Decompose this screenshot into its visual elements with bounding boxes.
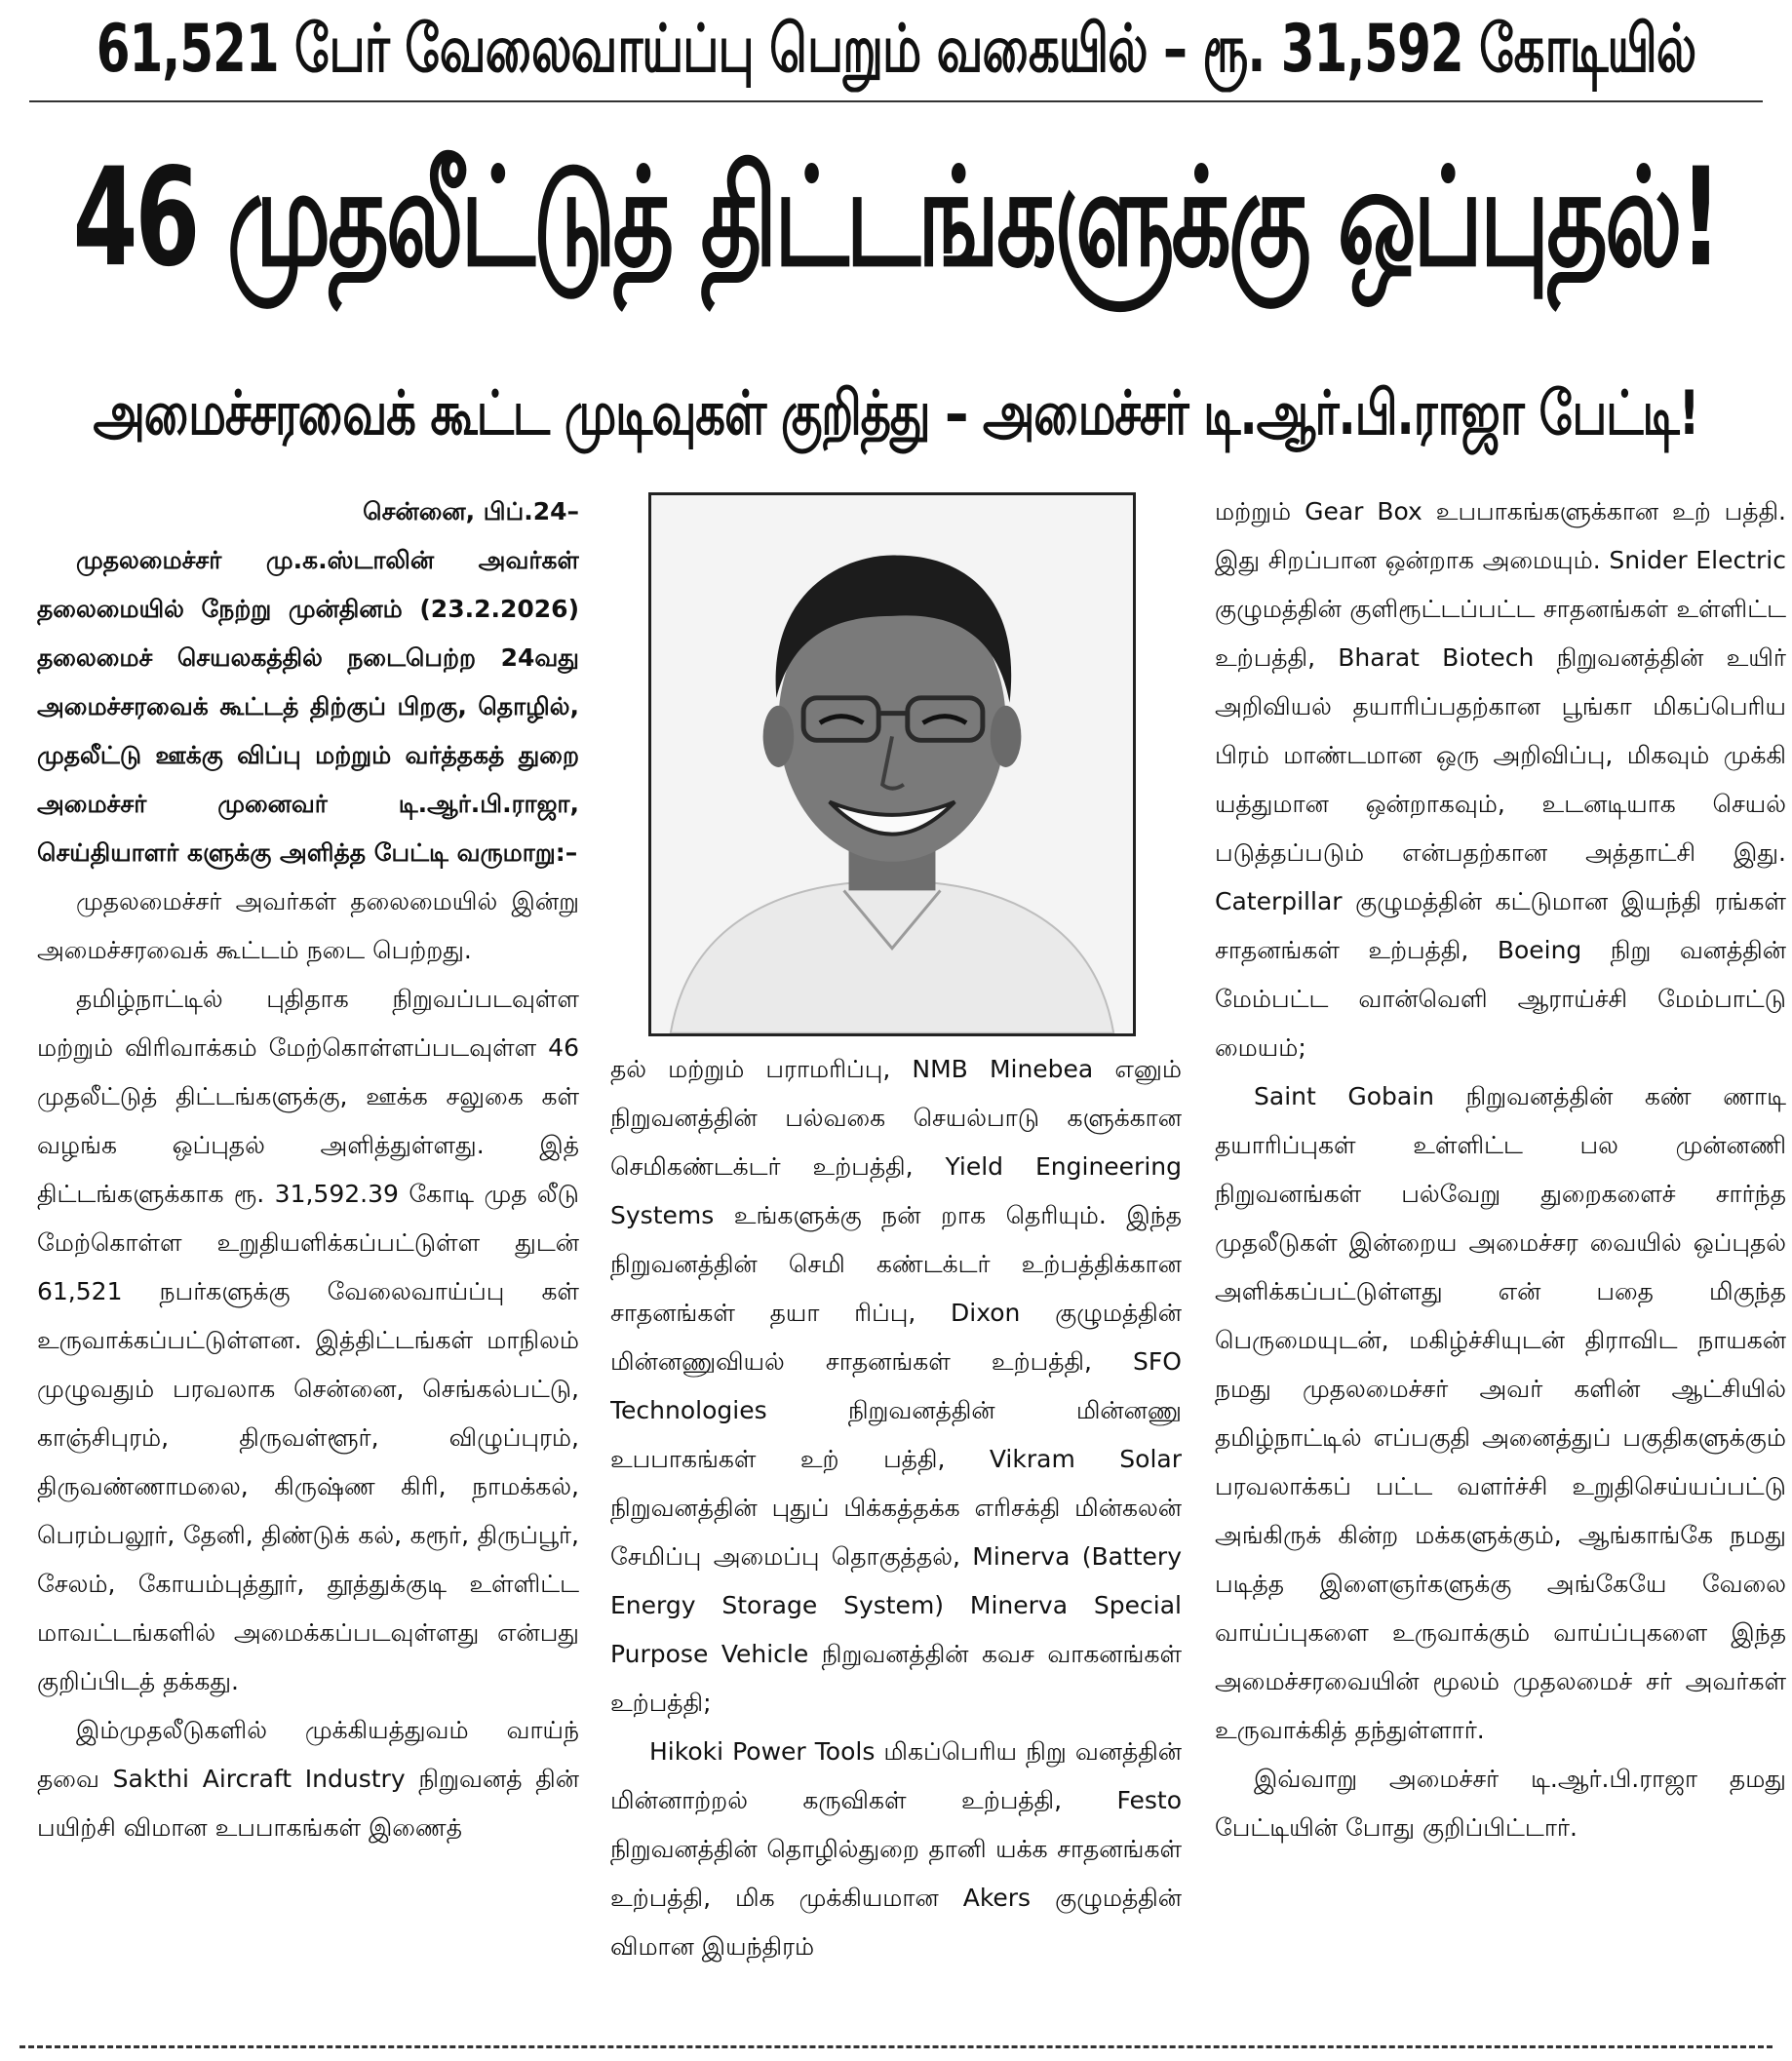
body-paragraph: இவ்வாறு அமைச்சர் டி.ஆர்.பி.ராஜா தமது பேட்டியின் போது குறிப்பிட்டார். (1215, 1765, 1786, 1842)
body-paragraph: தமிழ்நாட்டில் புதிதாக நிறுவப்படவுள்ள மற்றும் விரிவாக்கம் மேற்கொள்ளப்படவுள்ள 46 முதலீட்டுத் திட்டங்களுக்கு, ஊக்க சலுகை கள் வழங்க ஒப்புதல் அளித்துள்ளது. இத் திட்டங்களுக்காக ரூ. 31,592.39 கோடி முத லீடு மேற்கொள்ள உறுதியளிக்கப்பட்டுள்ள துடன் 61,521 நபர்களுக்கு வேலைவாய்ப்பு கள் உருவாக்கப்பட்டுள்ளன. இத்திட்டங்கள் மாநிலம் முழுவதும் பரவலாக சென்னை, செங்கல்பட்டு, காஞ்சிபுரம், திருவள்ளூர், விழுப்புரம், திருவண்ணாமலை, கிருஷ்ண கிரி, நாமக்கல், பெரம்பலூர், தேனி, திண்டுக் கல், கரூர், திருப்பூர், சேலம், கோயம்புத்தூர், தூத்துக்குடி உள்ளிட்ட மாவட்டங்களில் அமைக்கப்படவுள்ளது என்பது குறிப்பிடத் தக்கது. (37, 985, 579, 1695)
column-middle (610, 1045, 1182, 2028)
body-paragraph: Hikoki Power Tools மிகப்பெரிய நிறு வனத்தின் மின்னாற்றல் கருவிகள் உற்பத்தி, Festo நிறுவனத்தின் தொழில்துறை தானி யக்க சாதனங்கள் உற்பத்தி, மிக முக்கியமான Akers குழுமத்தின் விமான இயந்திரம் (610, 1737, 1182, 1961)
portrait-illustration (651, 495, 1133, 1033)
column-right (1215, 487, 1786, 2028)
body-paragraph: முதலமைச்சர் அவர்கள் தலைமையில் இன்று அமைச்சரவைக் கூட்டம் நடை பெற்றது. (37, 887, 579, 964)
body-paragraph: இம்முதலீடுகளில் முக்கியத்துவம் வாய்ந் தவை Sakthi Aircraft Industry நிறுவனத் தின் பயிற்சி விமான உபபாகங்கள் இணைத் (37, 1716, 579, 1842)
body-paragraph: Saint Gobain நிறுவனத்தின் கண் ணாடி தயாரிப்புகள் உள்ளிட்ட பல முன்னணி நிறுவனங்கள் பல்வேறு துறைகளைச் சார்ந்த முதலீடுகள் இன்றைய அமைச்சர வையில் ஒப்புதல் அளிக்கப்பட்டுள்ளது என் பதை மிகுந்த பெருமையுடன், மகிழ்ச்சியுடன் திராவிட நாயகன் நமது முதலமைச்சர் அவர் களின் ஆட்சியில் தமிழ்நாட்டில் எப்பகுதி அனைத்துப் பகுதிகளுக்கும் பரவலாக்கப் பட்ட வளர்ச்சி உறுதிசெய்யப்பட்டு அங்கிருக் கின்ற மக்களுக்கும், ஆங்காங்கே நமது படித்த இளைஞர்களுக்கு அங்கேயே வேலை வாய்ப்புகளை உருவாக்கும் வாய்ப்புகளை இந்த அமைச்சரவையின் மூலம் முதலமைச் சர் அவர்கள் உருவாக்கித் தந்துள்ளார். (1215, 1082, 1786, 1744)
bottom-dashed-rule (19, 2045, 1773, 2048)
intro-paragraph: முதலமைச்சர் மு.க.ஸ்டாலின் அவர்கள் தலைமையில் நேற்று முன்தினம் (23.2.2026) தலைமைச் செயலகத்தில் நடைபெற்ற 24வது அமைச்சரவைக் கூட்டத் திற்குப் பிறகு, தொழில், முதலீட்டு ஊக்கு விப்பு மற்றும் வர்த்தகத் துறை அமைச்சர் முனைவர் டி.ஆர்.பி.ராஜா, செய்தியாளர் களுக்கு அளித்த பேட்டி வருமாறு:– (37, 546, 579, 867)
article-headline: 46 முதலீட்டுத் திட்டங்களுக்கு ஒப்புதல்! (72, 137, 1720, 296)
article-subhead: அமைச்சரவைக் கூட்ட முடிவுகள் குறித்து – அமைச்சர் டி.ஆர்.பி.ராஜா பேட்டி! (93, 377, 1699, 449)
minister-photo (648, 492, 1136, 1036)
article-kicker: 61,521 பேர் வேலைவாய்ப்பு பெறும் வகையில் – ரூ. 31,592 கோடியில் (96, 10, 1696, 87)
body-paragraph: மற்றும் Gear Box உபபாகங்களுக்கான உற் பத்தி. இது சிறப்பான ஒன்றாக அமையும். Snider Electric குழுமத்தின் குளிரூட்டப்பட்ட சாதனங்கள் உள்ளிட்ட உற்பத்தி, Bharat Biotech நிறுவனத்தின் உயிர் அறிவியல் தயாரிப்பதற்கான பூங்கா மிகப்பெரிய பிரம் மாண்டமான ஒரு அறிவிப்பு, மிகவும் முக்கி யத்துமான ஒன்றாகவும், உடனடியாக செயல் படுத்தப்படும் என்பதற்கான அத்தாட்சி இது. Caterpillar குழுமத்தின் கட்டுமான இயந்தி ரங்கள் சாதனங்கள் உற்பத்தி, Boeing நிறு வனத்தின் மேம்பட்ட வான்வெளி ஆராய்ச்சி மேம்பாட்டு மையம்; (1215, 497, 1786, 1062)
dateline: சென்னை, பிப்.24– (363, 497, 579, 525)
column-left (37, 487, 579, 2028)
body-paragraph: தல் மற்றும் பராமரிப்பு, NMB Minebea எனும் நிறுவனத்தின் பல்வகை செயல்பாடு களுக்கான செமிகண்டக்டர் உற்பத்தி, Yield Engineering Systems உங்களுக்கு நன் றாக தெரியும். இந்த நிறுவனத்தின் செமி கண்டக்டர் உற்பத்திக்கான சாதனங்கள் தயா ரிப்பு, Dixon குழுமத்தின் மின்னணுவியல் சாதனங்கள் உற்பத்தி, SFO Technologies நிறுவனத்தின் மின்னணு உபபாகங்கள் உற் பத்தி, Vikram Solar நிறுவனத்தின் புதுப் பிக்கத்தக்க எரிசக்தி மின்கலன் சேமிப்பு அமைப்பு தொகுத்தல், Minerva (Battery Energy Storage System) Minerva Special Purpose Vehicle நிறுவனத்தின் கவச வாகனங்கள் உற்பத்தி; (610, 1055, 1182, 1717)
